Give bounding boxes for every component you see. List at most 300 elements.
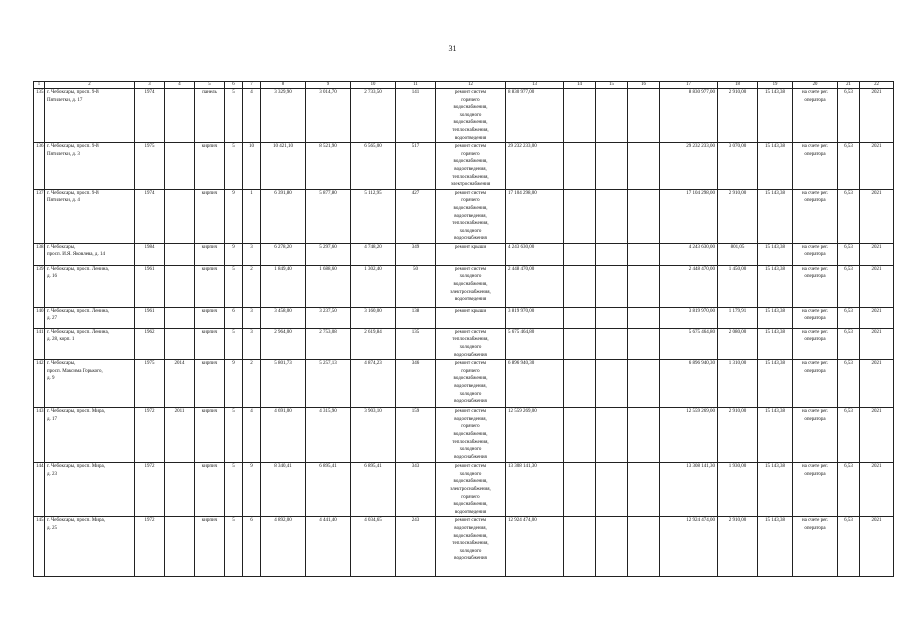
- cell-year-reno: [165, 243, 195, 265]
- cell-material: кирпич: [195, 189, 225, 243]
- cell-year: 2021: [860, 517, 894, 577]
- cell-empty: [596, 189, 628, 243]
- method-line: оператора: [804, 337, 826, 343]
- works-line: холодного: [459, 345, 482, 351]
- cell-empty: [628, 189, 660, 243]
- works-line: водоснабжения: [454, 236, 487, 242]
- cell-floors: 5: [225, 463, 243, 517]
- column-number: 11: [396, 82, 436, 89]
- table-row: [34, 463, 894, 517]
- cell-year-reno: [165, 189, 195, 243]
- cell-floors: 9: [225, 189, 243, 243]
- cell-material: кирпич: [195, 243, 225, 265]
- address-line: г. Чебоксары, просп. 9-й: [47, 144, 99, 150]
- cell-cost-total: 4 243 630,00: [660, 243, 718, 265]
- address-line: г. Чебоксары,: [47, 361, 76, 367]
- column-number: 5: [195, 82, 225, 89]
- cell-year-reno: 2011: [165, 408, 195, 463]
- method-line: на счете рег.: [801, 329, 829, 335]
- column-number: 4: [165, 82, 195, 89]
- works-line: ремонт крыши: [454, 244, 487, 250]
- cell-num: 142: [34, 360, 45, 408]
- address-line: г. Чебоксары, просп. 9-й: [47, 190, 99, 196]
- address-line: г. Чебоксары,: [47, 244, 76, 250]
- cell-empty: [564, 243, 596, 265]
- cell-empty: [564, 517, 596, 577]
- column-number: 6: [225, 82, 243, 89]
- cell-year-built: 1972: [135, 408, 165, 463]
- table-row: [34, 517, 894, 577]
- cell-empty: [596, 463, 628, 517]
- cell-year-built: 1972: [135, 463, 165, 517]
- cell-material: панель: [195, 89, 225, 143]
- column-number: 10: [351, 82, 396, 89]
- method-line: на счете рег.: [801, 518, 829, 524]
- cell-year-reno: [165, 89, 195, 143]
- works-line: теплоснабжения,: [452, 439, 489, 445]
- address-line: г. Чебоксары, просп. 9-й: [47, 90, 99, 95]
- cell-method: [793, 307, 838, 328]
- table-row: [34, 360, 894, 408]
- cell-rate: 6,53: [838, 189, 860, 243]
- works-line: ремонт систем: [454, 90, 487, 95]
- works-line: холодного: [459, 548, 482, 554]
- column-number: 14: [564, 82, 596, 89]
- cell-year-built: 1975: [135, 360, 165, 408]
- method-line: оператора: [804, 252, 826, 258]
- cell-empty: [628, 243, 660, 265]
- cell-unit-cost: 2 910,00: [718, 408, 758, 463]
- table-row: [34, 307, 894, 328]
- cell-year-built: 1974: [135, 89, 165, 143]
- address-line: д. 16: [47, 274, 58, 280]
- cell-empty: [628, 463, 660, 517]
- address-line: г. Чебоксары, просп. Ленина,: [47, 266, 109, 272]
- cell-floors: 5: [225, 328, 243, 359]
- cell-area-res: 5 257,13: [306, 360, 351, 408]
- cell-rate: 6,53: [838, 243, 860, 265]
- works-line: теплоснабжения,: [452, 337, 489, 343]
- cell-year-reno: [165, 328, 195, 359]
- column-number: 8: [261, 82, 306, 89]
- cell-num: 144: [34, 463, 45, 517]
- column-number: 20: [793, 82, 838, 89]
- cell-method: [793, 517, 838, 577]
- cell-area-liv: 3 160,00: [351, 307, 396, 328]
- capital-repair-table: [33, 81, 894, 577]
- cell-area-total: 1 849,40: [261, 265, 306, 307]
- cell-address: [45, 328, 135, 359]
- cell-num: 145: [34, 517, 45, 577]
- cell-year-reno: [165, 143, 195, 190]
- cell-address: [45, 189, 135, 243]
- cell-entrances: 3: [243, 243, 261, 265]
- cell-cost-total: 5 675 464,80: [660, 328, 718, 359]
- works-line: водоотведения: [454, 135, 487, 141]
- works-line: водоотведения,: [454, 416, 487, 422]
- works-line: холодного: [459, 471, 482, 477]
- cell-year-built: 1984: [135, 243, 165, 265]
- works-line: ремонт систем: [454, 361, 487, 367]
- address-line: д. 25: [47, 526, 58, 531]
- method-line: на счете рег.: [801, 464, 829, 470]
- cell-num: 137: [34, 189, 45, 243]
- cell-entrances: 10: [243, 143, 261, 190]
- cell-material: кирпич: [195, 517, 225, 577]
- works-line: холодного: [459, 391, 482, 397]
- cell-limit-cost: 15 143,38: [758, 360, 793, 408]
- works-line: ремонт систем: [454, 409, 487, 415]
- cell-empty: [564, 265, 596, 307]
- cell-limit-cost: 15 143,38: [758, 307, 793, 328]
- cell-cost: 5 675 464,80: [506, 328, 564, 359]
- cell-area-total: 4 691,00: [261, 408, 306, 463]
- cell-floors: 9: [225, 360, 243, 408]
- address-line: д. 9: [47, 376, 55, 382]
- table-row: [34, 265, 894, 307]
- cell-year: 2021: [860, 408, 894, 463]
- works-line: горячего: [461, 424, 480, 430]
- cell-entrances: 4: [243, 408, 261, 463]
- works-line: водоснабжения,: [453, 376, 488, 382]
- cell-area-res: 4 441,40: [306, 517, 351, 577]
- cell-method: [793, 189, 838, 243]
- works-line: горячего: [461, 97, 480, 103]
- column-number: 17: [660, 82, 718, 89]
- table-row: [34, 143, 894, 190]
- cell-area-total: 3 329,90: [261, 89, 306, 143]
- cell-works: [436, 189, 506, 243]
- column-number: 13: [506, 82, 564, 89]
- cell-year-built: 1975: [135, 143, 165, 190]
- cell-entrances: 9: [243, 463, 261, 517]
- column-number: 22: [860, 82, 894, 89]
- address-line: г. Чебоксары, просп. Ленина,: [47, 329, 109, 335]
- cell-entrances: 1: [243, 189, 261, 243]
- cell-num: 135: [34, 89, 45, 143]
- cell-limit-cost: 15 143,38: [758, 143, 793, 190]
- cell-num: 143: [34, 408, 45, 463]
- method-line: оператора: [804, 274, 826, 280]
- works-line: водоснабжения,: [453, 479, 488, 485]
- cell-floors: 5: [225, 265, 243, 307]
- works-line: водоснабжения: [454, 399, 487, 405]
- cell-entrances: 4: [243, 89, 261, 143]
- method-line: оператора: [804, 198, 826, 204]
- cell-area-res: 3 014,70: [306, 89, 351, 143]
- table-row: [34, 89, 894, 143]
- cell-year-reno: [165, 307, 195, 328]
- cell-works: [436, 89, 506, 143]
- address-line: г. Чебоксары, просп. Мира,: [47, 464, 105, 470]
- cell-area-res: 1 688,60: [306, 265, 351, 307]
- cell-empty: [564, 463, 596, 517]
- cell-rate: 6,53: [838, 265, 860, 307]
- cell-year: 2021: [860, 360, 894, 408]
- column-number: 9: [306, 82, 351, 89]
- cell-limit-cost: 15 143,38: [758, 89, 793, 143]
- cell-empty: [628, 143, 660, 190]
- cell-year-built: 1961: [135, 307, 165, 328]
- cell-address: [45, 517, 135, 577]
- table-row: [34, 189, 894, 243]
- cell-num: 139: [34, 265, 45, 307]
- cell-address: [45, 89, 135, 143]
- cell-floors: 6: [225, 307, 243, 328]
- method-line: на счете рег.: [801, 90, 829, 95]
- address-line: д. 28, корп. 1: [47, 337, 75, 343]
- cell-works: [436, 143, 506, 190]
- cell-unit-cost: 2 910,00: [718, 189, 758, 243]
- works-line: водоснабжения,: [453, 282, 488, 288]
- method-line: оператора: [804, 151, 826, 157]
- cell-year-built: 1974: [135, 189, 165, 243]
- works-line: водоснабжения,: [453, 120, 488, 126]
- cell-limit-cost: 15 143,38: [758, 243, 793, 265]
- cell-address: [45, 143, 135, 190]
- page-number: 31: [448, 44, 457, 53]
- cell-works: [436, 328, 506, 359]
- cell-cost-total: 13 308 141,30: [660, 463, 718, 517]
- column-number: 3: [135, 82, 165, 89]
- cell-empty: [596, 328, 628, 359]
- cell-unit-cost: 1 179,91: [718, 307, 758, 328]
- cell-method: [793, 328, 838, 359]
- cell-unit-cost: 1 450,00: [718, 265, 758, 307]
- method-line: на счете рег.: [801, 409, 829, 415]
- cell-empty: [596, 408, 628, 463]
- works-line: водоснабжения,: [453, 502, 488, 508]
- cell-limit-cost: 15 143,38: [758, 265, 793, 307]
- cell-area-res: 5 297,60: [306, 243, 351, 265]
- works-line: водоснабжения,: [453, 159, 488, 165]
- works-line: ремонт систем: [454, 190, 487, 196]
- works-line: водоснабжения,: [453, 432, 488, 438]
- method-line: на счете рег.: [801, 361, 829, 367]
- works-line: водоотведения: [454, 297, 487, 303]
- column-numbers-row: [34, 82, 894, 89]
- cell-area-liv: 3 903,10: [351, 408, 396, 463]
- cell-entrances: 3: [243, 307, 261, 328]
- cell-material: кирпич: [195, 408, 225, 463]
- cell-area-liv: 4 874,23: [351, 360, 396, 408]
- cell-empty: [628, 360, 660, 408]
- cell-cost: 6 896 940,30: [506, 360, 564, 408]
- method-line: на счете рег.: [801, 144, 829, 150]
- cell-cost: 3 819 970,00: [506, 307, 564, 328]
- works-line: горячего: [461, 151, 480, 157]
- table-row: [34, 408, 894, 463]
- cell-area-total: 2 964,00: [261, 328, 306, 359]
- cell-empty: [564, 143, 596, 190]
- cell-rate: 6,53: [838, 408, 860, 463]
- cell-empty: [564, 328, 596, 359]
- cell-cost: 12 559 269,00: [506, 408, 564, 463]
- works-line: водоотведения,: [454, 213, 487, 219]
- cell-method: [793, 243, 838, 265]
- cell-year: 2021: [860, 89, 894, 143]
- column-number: 15: [596, 82, 628, 89]
- works-line: водоотведения,: [454, 166, 487, 172]
- works-line: теплоснабжения,: [452, 541, 489, 547]
- works-line: горячего: [461, 494, 480, 500]
- cell-empty: [628, 328, 660, 359]
- cell-unit-cost: 801,05: [718, 243, 758, 265]
- address-line: просп. Максима Горького,: [47, 368, 103, 374]
- cell-unit-cost: 2 910,00: [718, 89, 758, 143]
- cell-floors: 5: [225, 143, 243, 190]
- cell-area-total: 6 391,80: [261, 189, 306, 243]
- works-line: горячего: [461, 368, 480, 374]
- cell-cost: 4 243 630,00: [506, 243, 564, 265]
- cell-entrances: 2: [243, 265, 261, 307]
- cell-cost-total: 2 448 470,00: [660, 265, 718, 307]
- cell-num: 141: [34, 328, 45, 359]
- works-line: водоснабжения,: [453, 105, 488, 111]
- cell-empty: [596, 89, 628, 143]
- cell-residents: 138: [396, 307, 436, 328]
- cell-empty: [628, 307, 660, 328]
- cell-area-liv: 2 733,50: [351, 89, 396, 143]
- cell-cost: 17 104 298,00: [506, 189, 564, 243]
- address-line: д. 23: [47, 471, 58, 477]
- cell-rate: 6,53: [838, 517, 860, 577]
- cell-year: 2021: [860, 463, 894, 517]
- cell-method: [793, 265, 838, 307]
- cell-method: [793, 463, 838, 517]
- cell-area-liv: 2 619,84: [351, 328, 396, 359]
- column-number: 1: [34, 82, 45, 89]
- cell-empty: [596, 143, 628, 190]
- works-line: водоснабжения,: [453, 205, 488, 211]
- address-line: Пятилетки, д. 4: [47, 198, 80, 204]
- cell-year-built: 1972: [135, 517, 165, 577]
- cell-area-total: 6 278,20: [261, 243, 306, 265]
- method-line: оператора: [804, 97, 826, 103]
- cell-entrances: 2: [243, 360, 261, 408]
- cell-residents: 159: [396, 408, 436, 463]
- cell-area-res: 4 315,90: [306, 408, 351, 463]
- cell-rate: 6,53: [838, 463, 860, 517]
- cell-rate: 6,53: [838, 89, 860, 143]
- cell-year: 2021: [860, 307, 894, 328]
- cell-floors: 5: [225, 408, 243, 463]
- cell-empty: [628, 517, 660, 577]
- column-number: 21: [838, 82, 860, 89]
- method-line: оператора: [804, 368, 826, 374]
- cell-cost: 29 232 233,00: [506, 143, 564, 190]
- cell-area-res: 2 753,08: [306, 328, 351, 359]
- works-line: водоснабжения: [454, 352, 487, 358]
- column-number: 16: [628, 82, 660, 89]
- works-line: холодного: [459, 228, 482, 234]
- cell-empty: [596, 360, 628, 408]
- cell-residents: 243: [396, 517, 436, 577]
- address-line: г. Чебоксары, просп. Мира,: [47, 518, 105, 524]
- cell-unit-cost: 1 310,00: [718, 360, 758, 408]
- cell-limit-cost: 15 143,38: [758, 328, 793, 359]
- cell-cost: 12 924 474,00: [506, 517, 564, 577]
- cell-area-liv: 4 748,20: [351, 243, 396, 265]
- cell-cost-total: 6 896 940,30: [660, 360, 718, 408]
- method-line: оператора: [804, 416, 826, 422]
- cell-unit-cost: 2 910,00: [718, 517, 758, 577]
- table-row: [34, 328, 894, 359]
- cell-year-reno: [165, 265, 195, 307]
- cell-area-res: 3 237,50: [306, 307, 351, 328]
- cell-empty: [628, 89, 660, 143]
- cell-year: 2021: [860, 243, 894, 265]
- cell-area-total: 3 458,00: [261, 307, 306, 328]
- cell-year-reno: [165, 463, 195, 517]
- cell-unit-cost: 2 080,00: [718, 328, 758, 359]
- cell-cost-total: 29 232 233,00: [660, 143, 718, 190]
- cell-year-reno: [165, 517, 195, 577]
- cell-empty: [564, 307, 596, 328]
- address-line: г. Чебоксары, просп. Мира,: [47, 409, 105, 415]
- address-line: просп. И.Я. Яковлева, д. 14: [47, 252, 105, 258]
- cell-method: [793, 143, 838, 190]
- column-number: 19: [758, 82, 793, 89]
- cell-unit-cost: 1 930,00: [718, 463, 758, 517]
- cell-address: [45, 463, 135, 517]
- cell-area-res: 6 895,41: [306, 463, 351, 517]
- works-line: теплоснабжения,: [452, 127, 489, 133]
- cell-year: 2021: [860, 143, 894, 190]
- works-line: холодного: [459, 112, 482, 118]
- cell-empty: [596, 243, 628, 265]
- cell-rate: 6,53: [838, 307, 860, 328]
- cell-limit-cost: 15 143,38: [758, 189, 793, 243]
- cell-num: 140: [34, 307, 45, 328]
- cell-cost-total: 8 830 977,00: [660, 89, 718, 143]
- works-line: ремонт систем: [454, 266, 487, 272]
- works-line: теплоснабжения,: [452, 221, 489, 227]
- cell-residents: 517: [396, 143, 436, 190]
- cell-area-liv: 4 034,65: [351, 517, 396, 577]
- cell-year-reno: 2014: [165, 360, 195, 408]
- cell-cost: 13 308 141,30: [506, 463, 564, 517]
- cell-address: [45, 360, 135, 408]
- works-line: ремонт систем: [454, 518, 487, 524]
- column-number: 18: [718, 82, 758, 89]
- cell-area-liv: 5 112,95: [351, 189, 396, 243]
- column-number: 2: [45, 82, 135, 89]
- works-line: водоотведения,: [454, 384, 487, 390]
- cell-residents: 349: [396, 243, 436, 265]
- cell-empty: [564, 89, 596, 143]
- cell-cost: 8 830 977,00: [506, 89, 564, 143]
- cell-area-total: 4 892,00: [261, 517, 306, 577]
- works-line: ремонт крыши: [454, 308, 487, 314]
- works-line: водоснабжения: [454, 556, 487, 562]
- cell-material: кирпич: [195, 463, 225, 517]
- cell-material: кирпич: [195, 143, 225, 190]
- cell-material: кирпич: [195, 360, 225, 408]
- cell-num: 136: [34, 143, 45, 190]
- works-line: водоснабжения,: [453, 533, 488, 539]
- cell-residents: 141: [396, 89, 436, 143]
- cell-method: [793, 360, 838, 408]
- address-line: г. Чебоксары, просп. Ленина,: [47, 308, 109, 314]
- method-line: на счете рег.: [801, 308, 829, 314]
- cell-year: 2021: [860, 328, 894, 359]
- cell-unit-cost: 3 070,00: [718, 143, 758, 190]
- cell-area-res: 5 877,80: [306, 189, 351, 243]
- works-line: ремонт систем: [454, 464, 487, 470]
- cell-floors: 9: [225, 243, 243, 265]
- cell-year: 2021: [860, 265, 894, 307]
